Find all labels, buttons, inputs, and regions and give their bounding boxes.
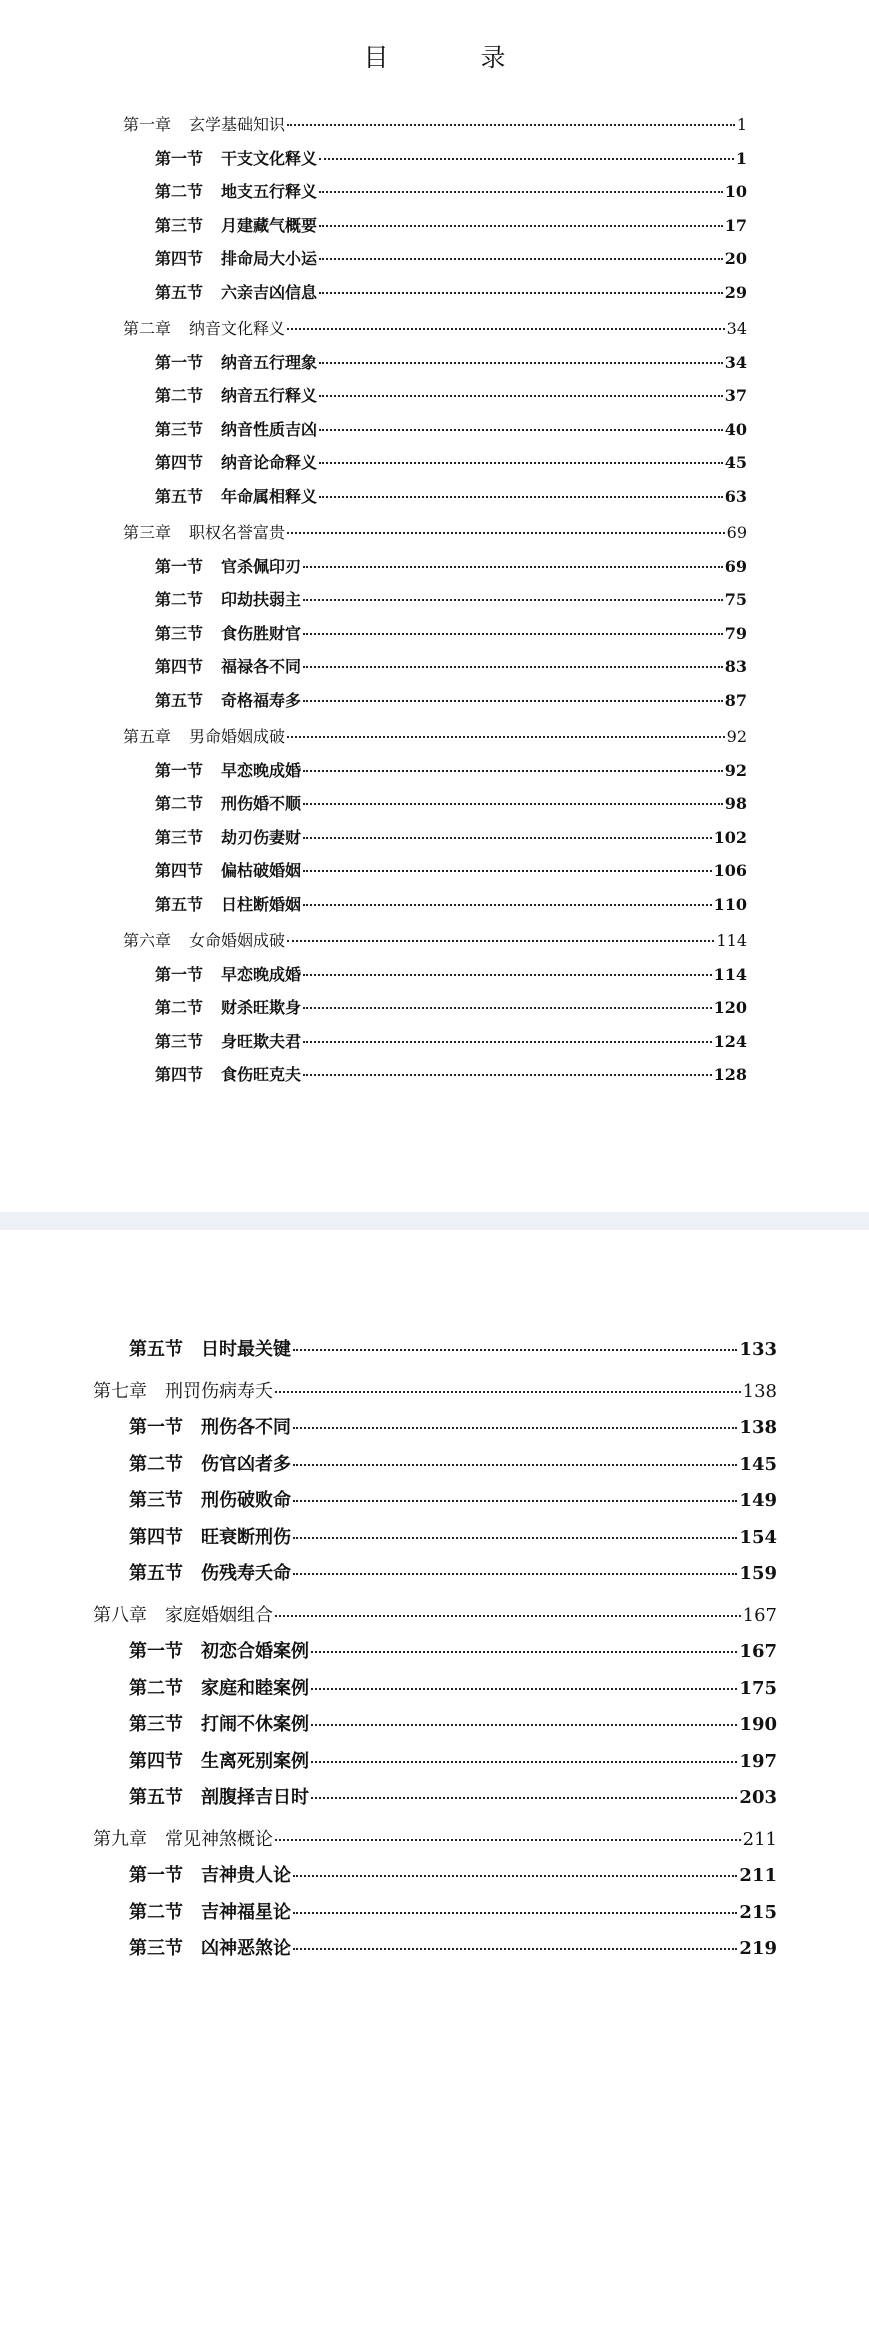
dot-leader bbox=[287, 736, 725, 738]
entry-page-number: 29 bbox=[724, 282, 747, 302]
entry-page-number: 167 bbox=[739, 1641, 777, 1662]
entry-title: 吉神贵人论 bbox=[201, 1865, 291, 1886]
toc-section-entry[interactable] bbox=[123, 991, 747, 1025]
entry-title: 奇格福寿多 bbox=[221, 690, 302, 710]
entry-page-number: 219 bbox=[739, 1938, 777, 1959]
dot-leader bbox=[303, 599, 723, 601]
entry-title: 劫刃伤妻财 bbox=[221, 827, 302, 847]
entry-page-number: 124 bbox=[713, 1031, 747, 1051]
dot-leader bbox=[275, 1615, 741, 1617]
toc-section-entry[interactable] bbox=[123, 379, 747, 413]
entry-page-number: 167 bbox=[742, 1604, 777, 1626]
toc-section-entry[interactable] bbox=[93, 1447, 777, 1484]
entry-number: 第四节 bbox=[155, 657, 204, 676]
toc-chapter-entry[interactable] bbox=[123, 108, 747, 142]
entry-title: 日时最关键 bbox=[201, 1339, 291, 1360]
entry-page-number: 190 bbox=[739, 1714, 777, 1735]
entry-title: 刑伤婚不顺 bbox=[221, 794, 302, 813]
entry-title: 旺衰断刑伤 bbox=[201, 1526, 291, 1548]
entry-number: 第五章 bbox=[123, 727, 172, 746]
entry-title: 常见神煞概论 bbox=[165, 1828, 273, 1850]
entry-number: 第二节 bbox=[155, 182, 204, 201]
entry-number: 第一节 bbox=[129, 1641, 183, 1662]
entry-title: 女命婚姻成破 bbox=[189, 931, 286, 950]
entry-title: 纳音文化释义 bbox=[189, 319, 286, 338]
entry-page-number: 79 bbox=[724, 623, 747, 643]
dot-leader bbox=[293, 1573, 737, 1575]
entry-number: 第一章 bbox=[123, 115, 172, 134]
entry-number: 第三节 bbox=[129, 1938, 183, 1959]
entry-number: 第二节 bbox=[129, 1901, 183, 1923]
entry-number: 第四节 bbox=[155, 453, 204, 472]
dot-leader bbox=[311, 1724, 737, 1726]
dot-leader bbox=[303, 666, 723, 668]
dot-leader bbox=[319, 462, 723, 464]
entry-number: 第二章 bbox=[123, 319, 172, 338]
entry-number: 第一节 bbox=[155, 352, 204, 372]
entry-title: 日柱断婚姻 bbox=[221, 894, 302, 914]
dot-leader bbox=[311, 1761, 737, 1763]
toc-section-entry[interactable] bbox=[123, 958, 747, 992]
entry-number: 第二节 bbox=[155, 386, 204, 405]
toc-section-entry[interactable] bbox=[123, 175, 747, 209]
toc-section-entry[interactable] bbox=[123, 1058, 747, 1092]
entry-title: 纳音五行理象 bbox=[221, 352, 318, 372]
entry-page-number: 92 bbox=[724, 760, 747, 780]
entry-title: 偏枯破婚姻 bbox=[221, 861, 302, 880]
dot-leader bbox=[319, 225, 723, 227]
toc-section-entry[interactable] bbox=[93, 1895, 777, 1932]
entry-number: 第一节 bbox=[155, 556, 204, 576]
entry-title: 伤残寿夭命 bbox=[201, 1563, 291, 1584]
entry-number: 第四节 bbox=[129, 1526, 183, 1548]
dot-leader bbox=[319, 258, 723, 260]
entry-page-number: 69 bbox=[724, 556, 747, 576]
entry-number: 第三节 bbox=[129, 1490, 183, 1511]
entry-page-number: 114 bbox=[716, 931, 747, 950]
entry-page-number: 211 bbox=[742, 1828, 777, 1850]
entry-number: 第四节 bbox=[129, 1750, 183, 1772]
entry-page-number: 110 bbox=[713, 894, 747, 914]
entry-title: 纳音论命释义 bbox=[221, 453, 318, 472]
entry-page-number: 203 bbox=[739, 1787, 777, 1808]
entry-page-number: 45 bbox=[724, 453, 747, 472]
entry-number: 第二节 bbox=[155, 998, 204, 1017]
entry-title: 早恋晚成婚 bbox=[221, 760, 302, 780]
entry-number: 第二节 bbox=[155, 794, 204, 813]
entry-number: 第一节 bbox=[155, 964, 204, 984]
dot-leader bbox=[293, 1464, 737, 1466]
entry-number: 第八章 bbox=[93, 1604, 147, 1626]
entry-number: 第五节 bbox=[155, 486, 204, 506]
dot-leader bbox=[319, 292, 723, 294]
toc-section-entry[interactable] bbox=[123, 242, 747, 276]
entry-title: 身旺欺夫君 bbox=[221, 1031, 302, 1051]
dot-leader bbox=[319, 395, 723, 397]
entry-number: 第三章 bbox=[123, 523, 172, 542]
entry-title: 年命属相释义 bbox=[221, 486, 318, 506]
toc-section-entry[interactable] bbox=[93, 1858, 777, 1895]
dot-leader bbox=[293, 1349, 737, 1351]
toc-section-entry[interactable] bbox=[93, 1483, 777, 1520]
toc-section-entry[interactable] bbox=[123, 413, 747, 447]
entry-title: 排命局大小运 bbox=[221, 249, 318, 268]
toc-chapter-entry[interactable] bbox=[93, 1822, 777, 1859]
entry-number: 第四节 bbox=[155, 1065, 204, 1084]
entry-page-number: 10 bbox=[724, 182, 747, 201]
entry-page-number: 20 bbox=[724, 249, 747, 268]
entry-title: 初恋合婚案例 bbox=[201, 1641, 309, 1662]
dot-leader bbox=[319, 429, 723, 431]
entry-number: 第三节 bbox=[155, 419, 204, 439]
toc-section-entry[interactable] bbox=[123, 617, 747, 651]
dot-leader bbox=[293, 1912, 737, 1914]
entry-number: 第四节 bbox=[155, 249, 204, 268]
toc-section-entry[interactable] bbox=[123, 446, 747, 480]
toc-section-entry[interactable] bbox=[93, 1556, 777, 1593]
entry-page-number: 102 bbox=[713, 827, 747, 847]
dot-leader bbox=[303, 870, 712, 872]
dot-leader bbox=[303, 974, 712, 976]
entry-page-number: 106 bbox=[713, 861, 747, 880]
entry-page-number: 120 bbox=[713, 998, 747, 1017]
entry-number: 第三节 bbox=[155, 215, 204, 235]
dot-leader bbox=[319, 191, 723, 193]
toc-section-entry[interactable] bbox=[93, 1671, 777, 1708]
entry-title: 男命婚姻成破 bbox=[189, 727, 286, 746]
dot-leader bbox=[275, 1391, 741, 1393]
dot-leader bbox=[275, 1839, 741, 1841]
entry-page-number: 138 bbox=[739, 1417, 777, 1438]
toc-list-2 bbox=[93, 1332, 777, 1968]
entry-page-number: 1 bbox=[736, 115, 747, 134]
dot-leader bbox=[303, 1041, 712, 1043]
entry-number: 第三节 bbox=[155, 1031, 204, 1051]
entry-title: 纳音性质吉凶 bbox=[221, 419, 318, 439]
entry-number: 第四节 bbox=[155, 861, 204, 880]
dot-leader bbox=[303, 904, 712, 906]
entry-title: 月建藏气概要 bbox=[221, 215, 318, 235]
entry-page-number: 1 bbox=[735, 148, 747, 168]
entry-title: 食伤旺克夫 bbox=[221, 1065, 302, 1084]
toc-section-entry[interactable] bbox=[93, 1520, 777, 1557]
entry-title: 官杀佩印刃 bbox=[221, 556, 302, 576]
toc-chapter-entry[interactable] bbox=[123, 720, 747, 754]
entry-page-number: 149 bbox=[739, 1490, 777, 1511]
entry-number: 第一节 bbox=[129, 1865, 183, 1886]
toc-section-entry[interactable] bbox=[93, 1931, 777, 1968]
entry-number: 第三节 bbox=[155, 623, 204, 643]
entry-page-number: 83 bbox=[724, 657, 747, 676]
dot-leader bbox=[293, 1500, 737, 1502]
entry-title: 打闹不休案例 bbox=[201, 1714, 309, 1735]
toc-section-entry[interactable] bbox=[123, 650, 747, 684]
entry-title: 吉神福星论 bbox=[201, 1901, 291, 1923]
entry-page-number: 17 bbox=[724, 215, 747, 235]
toc-chapter-entry[interactable] bbox=[123, 516, 747, 550]
toc-chapter-entry[interactable] bbox=[123, 312, 747, 346]
entry-number: 第九章 bbox=[93, 1828, 147, 1850]
entry-page-number: 138 bbox=[742, 1380, 777, 1402]
toc-list-1 bbox=[123, 108, 747, 1092]
entry-title: 食伤胜财官 bbox=[221, 623, 302, 643]
entry-page-number: 63 bbox=[724, 486, 747, 506]
dot-leader bbox=[319, 362, 723, 364]
toc-section-entry[interactable] bbox=[93, 1634, 777, 1671]
dot-leader bbox=[303, 633, 723, 635]
entry-title: 印劫扶弱主 bbox=[221, 590, 302, 609]
toc-section-entry[interactable] bbox=[123, 209, 747, 243]
dot-leader bbox=[303, 566, 723, 568]
dot-leader bbox=[303, 837, 712, 839]
toc-section-entry[interactable] bbox=[123, 550, 747, 584]
dot-leader bbox=[319, 496, 723, 498]
entry-page-number: 40 bbox=[724, 419, 747, 439]
toc-section-entry[interactable] bbox=[93, 1707, 777, 1744]
entry-number: 第二节 bbox=[129, 1453, 183, 1475]
dot-leader bbox=[287, 124, 735, 126]
entry-page-number: 128 bbox=[713, 1065, 747, 1084]
entry-title: 地支五行释义 bbox=[221, 182, 318, 201]
toc-section-entry[interactable] bbox=[123, 142, 747, 176]
entry-number: 第五节 bbox=[155, 690, 204, 710]
toc-section-entry[interactable] bbox=[123, 888, 747, 922]
toc-section-entry[interactable] bbox=[93, 1780, 777, 1817]
entry-page-number: 133 bbox=[739, 1339, 777, 1360]
entry-page-number: 159 bbox=[739, 1563, 777, 1584]
dot-leader bbox=[293, 1948, 737, 1950]
entry-title: 干支文化释义 bbox=[221, 148, 318, 168]
entry-title: 刑罚伤病寿夭 bbox=[165, 1380, 273, 1402]
entry-number: 第三节 bbox=[129, 1714, 183, 1735]
dot-leader bbox=[311, 1688, 737, 1690]
entry-title: 生离死别案例 bbox=[201, 1750, 309, 1772]
entry-page-number: 75 bbox=[724, 590, 747, 609]
entry-page-number: 197 bbox=[739, 1750, 777, 1772]
entry-number: 第二节 bbox=[129, 1677, 183, 1699]
toc-section-entry[interactable] bbox=[93, 1744, 777, 1781]
entry-title: 家庭和睦案例 bbox=[201, 1677, 309, 1699]
entry-number: 第二节 bbox=[155, 590, 204, 609]
dot-leader bbox=[303, 803, 723, 805]
toc-section-entry[interactable] bbox=[93, 1410, 777, 1447]
entry-title: 伤官凶者多 bbox=[201, 1453, 291, 1475]
dot-leader bbox=[293, 1875, 737, 1877]
toc-section-entry[interactable] bbox=[123, 583, 747, 617]
entry-title: 刑伤各不同 bbox=[201, 1417, 291, 1438]
page-separator bbox=[0, 1212, 869, 1230]
entry-page-number: 175 bbox=[739, 1677, 777, 1699]
entry-page-number: 215 bbox=[739, 1901, 777, 1923]
toc-section-entry[interactable] bbox=[123, 346, 747, 380]
entry-page-number: 37 bbox=[724, 386, 747, 405]
entry-title: 六亲吉凶信息 bbox=[221, 282, 318, 302]
toc-section-entry[interactable] bbox=[123, 821, 747, 855]
toc-title: 目 录 bbox=[363, 43, 548, 72]
toc-section-entry[interactable] bbox=[123, 684, 747, 718]
entry-page-number: 34 bbox=[724, 352, 747, 372]
toc-chapter-entry[interactable] bbox=[93, 1374, 777, 1411]
toc-chapter-entry[interactable] bbox=[93, 1598, 777, 1635]
toc-page-2 bbox=[0, 1230, 869, 2346]
toc-section-entry[interactable] bbox=[93, 1332, 777, 1369]
entry-number: 第五节 bbox=[129, 1787, 183, 1808]
toc-chapter-entry[interactable] bbox=[123, 924, 747, 958]
dot-leader bbox=[287, 940, 714, 942]
entry-number: 第五节 bbox=[129, 1563, 183, 1584]
toc-section-entry[interactable] bbox=[123, 754, 747, 788]
dot-leader bbox=[287, 328, 725, 330]
toc-section-entry[interactable] bbox=[123, 787, 747, 821]
entry-number: 第五节 bbox=[155, 282, 204, 302]
dot-leader bbox=[303, 700, 723, 702]
entry-number: 第五节 bbox=[155, 894, 204, 914]
entry-title: 纳音五行释义 bbox=[221, 386, 318, 405]
entry-number: 第七章 bbox=[93, 1380, 147, 1402]
toc-section-entry[interactable] bbox=[123, 480, 747, 514]
entry-page-number: 211 bbox=[739, 1865, 777, 1886]
dot-leader bbox=[293, 1537, 737, 1539]
dot-leader bbox=[311, 1651, 737, 1653]
entry-number: 第一节 bbox=[129, 1417, 183, 1438]
entry-number: 第五节 bbox=[129, 1339, 183, 1360]
entry-page-number: 154 bbox=[739, 1526, 777, 1548]
entry-title: 家庭婚姻组合 bbox=[165, 1604, 273, 1626]
entry-title: 玄学基础知识 bbox=[189, 115, 286, 134]
entry-number: 第六章 bbox=[123, 931, 172, 950]
dot-leader bbox=[311, 1797, 737, 1799]
dot-leader bbox=[303, 770, 723, 772]
toc-section-entry[interactable] bbox=[123, 854, 747, 888]
entry-page-number: 98 bbox=[724, 794, 747, 813]
entry-number: 第三节 bbox=[155, 827, 204, 847]
toc-section-entry[interactable] bbox=[123, 276, 747, 310]
entry-title: 凶神恶煞论 bbox=[201, 1938, 291, 1959]
entry-title: 职权名誉富贵 bbox=[189, 523, 286, 542]
entry-page-number: 69 bbox=[726, 523, 747, 542]
entry-title: 早恋晚成婚 bbox=[221, 964, 302, 984]
entry-title: 财杀旺欺身 bbox=[221, 998, 302, 1017]
entry-page-number: 34 bbox=[726, 319, 747, 338]
toc-section-entry[interactable] bbox=[123, 1025, 747, 1059]
dot-leader bbox=[303, 1074, 712, 1076]
entry-page-number: 92 bbox=[726, 727, 747, 746]
entry-title: 福禄各不同 bbox=[221, 657, 302, 676]
entry-page-number: 145 bbox=[739, 1453, 777, 1475]
dot-leader bbox=[287, 532, 725, 534]
dot-leader bbox=[319, 158, 734, 160]
entry-number: 第一节 bbox=[155, 148, 204, 168]
entry-page-number: 114 bbox=[713, 964, 747, 984]
dot-leader bbox=[293, 1427, 737, 1429]
entry-page-number: 87 bbox=[724, 690, 747, 710]
dot-leader bbox=[303, 1007, 712, 1009]
entry-title: 剖腹择吉日时 bbox=[201, 1787, 309, 1808]
entry-title: 刑伤破败命 bbox=[201, 1490, 291, 1511]
entry-number: 第一节 bbox=[155, 760, 204, 780]
